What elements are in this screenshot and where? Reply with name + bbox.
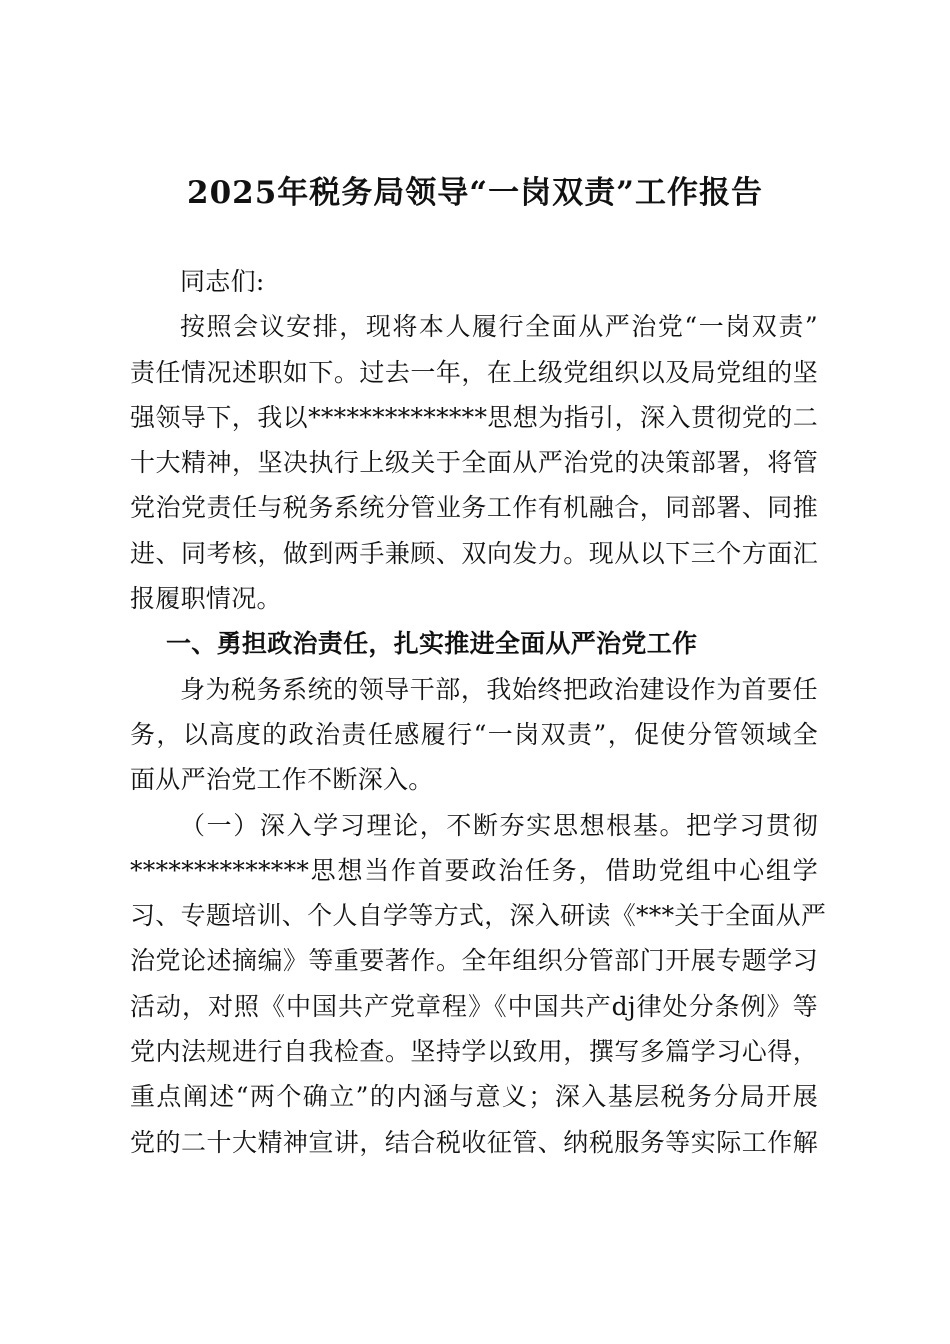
paragraph-line: 责任情况述职如下。过去一年，在上级党组织以及局党组的坚 (130, 357, 818, 387)
paragraph-line: 进、同考核，做到两手兼顾、双向发力。现从以下三个方面汇 (130, 538, 818, 568)
paragraph-line: 务，以高度的政治责任感履行“一岗双责”，促使分管领域全 (130, 719, 818, 749)
paragraph-line: 党内法规进行自我检查。坚持学以致用，撰写多篇学习心得， (130, 1037, 818, 1067)
document-body (130, 259, 827, 1165)
paragraph-line: 活动，对照《中国共产党章程》《中国共产dj律处分条例》等 (130, 991, 818, 1021)
paragraph-line: 习、专题培训、个人自学等方式，深入研读《***关于全面从严 (130, 901, 827, 931)
paragraph-line: 身为税务系统的领导干部，我始终把政治建设作为首要任 (180, 674, 818, 704)
paragraph-line: 报履职情况。 (130, 584, 282, 614)
document-title: 2025年税务局领导“一岗双责”工作报告 (187, 175, 763, 211)
salutation: 同志们: (180, 267, 265, 296)
paragraph-line: 党的二十大精神宣讲，结合税收征管、纳税服务等实际工作解 (130, 1127, 818, 1157)
paragraph-line: （一）深入学习理论，不断夯实思想根基。把学习贯彻 (180, 810, 818, 840)
paragraph-line: 十大精神，坚决执行上级关于全面从严治党的决策部署，将管 (130, 448, 818, 478)
paragraph-line: 党治党责任与税务系统分管业务工作有机融合，同部署、同推 (130, 493, 818, 523)
paragraph-line: 按照会议安排，现将本人履行全面从严治党“一岗双责” (180, 312, 818, 342)
paragraphs (130, 304, 827, 1165)
paragraph-line: 治党论述摘编》等重要著作。全年组织分管部门开展专题学习 (130, 946, 818, 976)
paragraph-line: 面从严治党工作不断深入。 (130, 765, 434, 795)
paragraph-line: 重点阐述“两个确立”的内涵与意义；深入基层税务分局开展 (130, 1082, 818, 1112)
paragraph-line: **************思想当作首要政治任务，借助党组中心组学 (130, 855, 818, 885)
paragraph-line: 强领导下，我以**************思想为指引，深入贯彻党的二 (130, 402, 818, 432)
section-heading: 一、勇担政治责任，扎实推进全面从严治党工作 (166, 629, 698, 659)
